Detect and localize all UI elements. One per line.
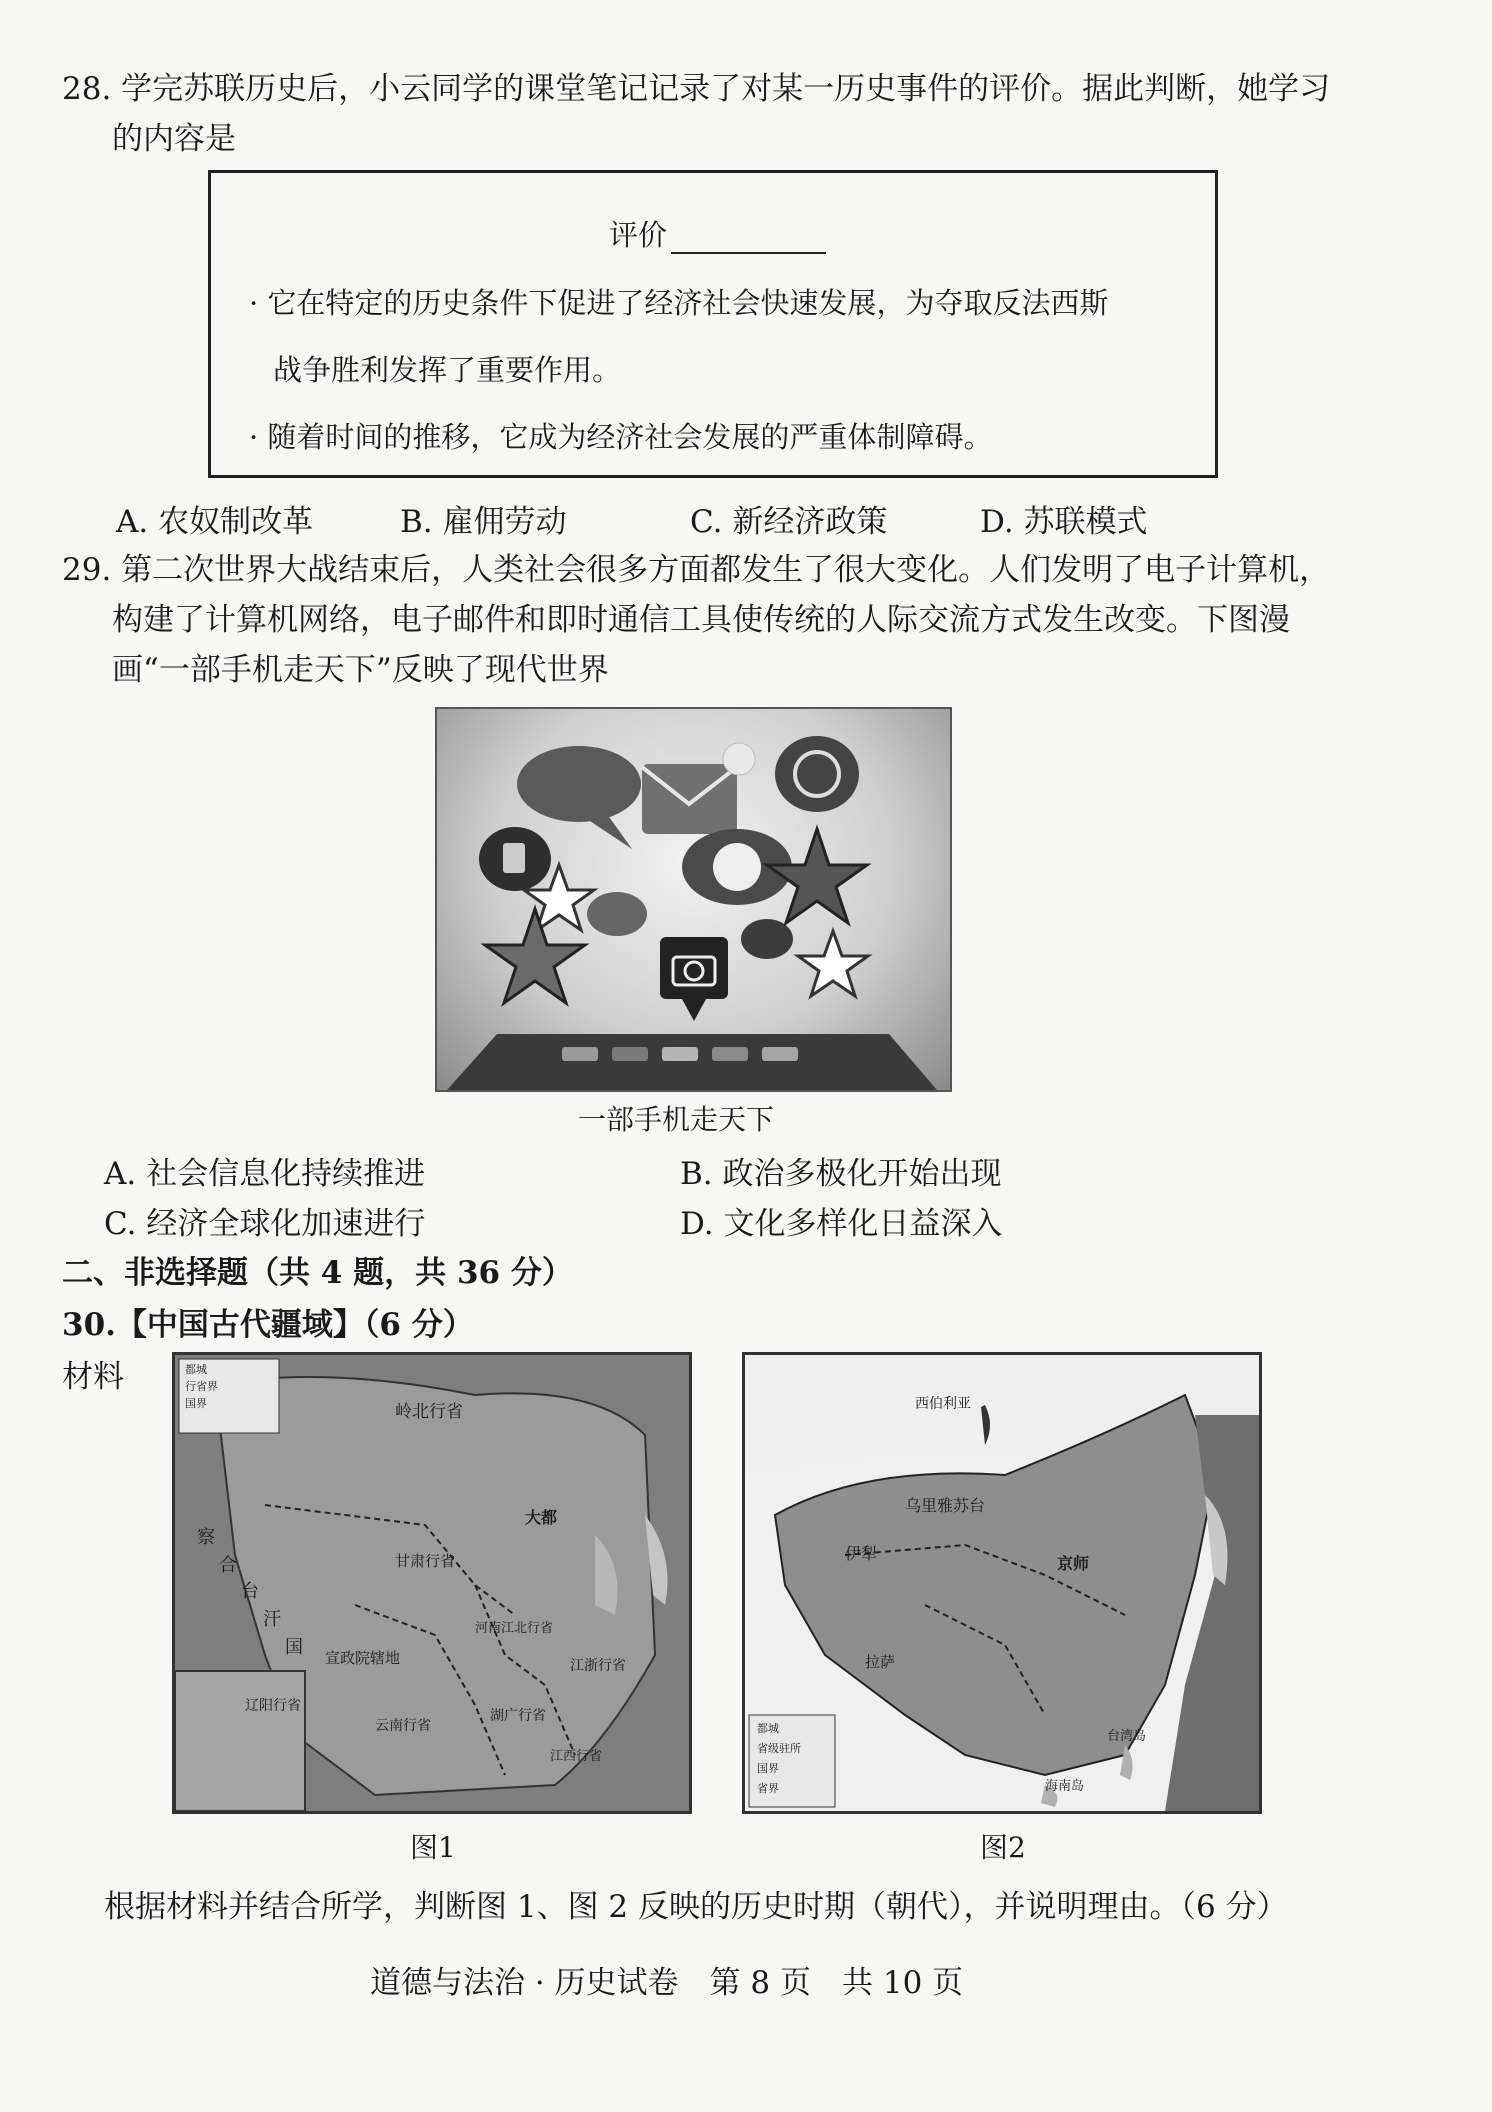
map1-caption: 图1: [410, 1831, 456, 1864]
map1-label: 岭北行省: [395, 1402, 463, 1422]
evaluation-box: [208, 170, 1218, 478]
map1-label: 河南江北行省: [475, 1621, 554, 1636]
map1-label: 合: [219, 1555, 237, 1576]
map1-label: 湖广行省: [490, 1708, 546, 1724]
q29-option-c: C. 经济全球化加速进行: [104, 1206, 426, 1242]
q29-option-d: D. 文化多样化日益深入: [680, 1206, 1003, 1242]
q29-option-a: A. 社会信息化持续推进: [104, 1156, 426, 1192]
map2-label: 乌里雅苏台: [905, 1496, 986, 1515]
evaluation-heading: 评价: [609, 213, 826, 254]
evaluation-bullet-1a: · 它在特定的历史条件下促进了经济社会快速发展，为夺取反法西斯: [249, 286, 1109, 320]
q28-option-a: A. 农奴制改革: [116, 504, 314, 540]
answer-blank: [671, 222, 826, 254]
map2-label: 西伯利亚: [915, 1396, 971, 1412]
map1-label: 汗: [263, 1609, 281, 1630]
q30-title: 30.【中国古代疆域】（6 分）: [62, 1307, 474, 1343]
map2-label: 海南岛: [1045, 1779, 1085, 1794]
map1-label: 察: [197, 1527, 215, 1548]
map2-caption: 图2: [980, 1831, 1026, 1864]
q28-option-d: D. 苏联模式: [980, 504, 1148, 540]
map1-label: 台: [241, 1581, 259, 1602]
map1-label: 宣政院辖地: [325, 1649, 401, 1667]
evaluation-bullet-1b: 战争胜利发挥了重要作用。: [273, 353, 622, 387]
map2-legend: [757, 1719, 801, 1799]
map-figure-1: [172, 1352, 692, 1814]
material-label: 材料: [62, 1359, 124, 1395]
q29-option-b: B. 政治多极化开始出现: [680, 1156, 1002, 1192]
cartoon-phone-image: [435, 707, 952, 1092]
section-2-heading: 二、非选择题（共 4 题，共 36 分）: [62, 1255, 573, 1291]
map1-label-capital: 大都: [525, 1508, 558, 1527]
map-figure-2: [742, 1352, 1262, 1814]
map2-legend-provincial-seat: 省级驻所: [757, 1742, 801, 1755]
page-footer: 道德与法治 · 历史试卷 第 8 页 共 10 页: [370, 1965, 964, 2001]
q28-line1: 28. 学完苏联历史后，小云同学的课堂笔记记录了对某一历史事件的评价。据此判断，她学习: [62, 71, 1331, 107]
map2-label: 台湾岛: [1107, 1729, 1147, 1744]
map2-label: 拉萨: [865, 1653, 896, 1671]
map2-legend-capital: 都城: [757, 1722, 779, 1735]
map1-label: 江浙行省: [570, 1658, 626, 1674]
map1-label: 辽阳行省: [245, 1698, 301, 1714]
map1-legend: [185, 1361, 218, 1412]
q29-line1: 29. 第二次世界大战结束后，人类社会很多方面都发生了很大变化。人们发明了电子计算机，: [62, 552, 1331, 588]
map1-legend-province-border: 行省界: [185, 1380, 218, 1393]
map1-label: 江西行省: [550, 1749, 603, 1764]
map1-label: 国: [285, 1637, 303, 1658]
map1-legend-capital: 都城: [185, 1363, 207, 1376]
map2-legend-province-border: 省界: [757, 1782, 779, 1795]
q28-line2: 的内容是: [112, 121, 236, 157]
q30-prompt: 根据材料并结合所学，判断图 1、图 2 反映的历史时期（朝代），并说明理由。（6 分）: [104, 1889, 1288, 1925]
q28-option-c: C. 新经济政策: [690, 504, 888, 540]
map2-label: 伊犁: [845, 1544, 878, 1563]
map1-label: 甘肃行省: [395, 1552, 456, 1570]
map1-legend-national-border: 国界: [185, 1397, 207, 1410]
q28-option-b: B. 雇佣劳动: [400, 504, 567, 540]
q29-line2: 构建了计算机网络，电子邮件和即时通信工具使传统的人际交流方式发生改变。下图漫: [112, 602, 1290, 638]
map2-legend-national-border: 国界: [757, 1762, 779, 1775]
q29-line3: 画“一部手机走天下”反映了现代世界: [112, 652, 609, 688]
map2-label-capital: 京师: [1057, 1554, 1090, 1573]
map1-label: 云南行省: [375, 1718, 431, 1734]
cartoon-caption: 一部手机走天下: [578, 1103, 775, 1136]
evaluation-bullet-2: · 随着时间的推移，它成为经济社会发展的严重体制障碍。: [249, 420, 993, 454]
